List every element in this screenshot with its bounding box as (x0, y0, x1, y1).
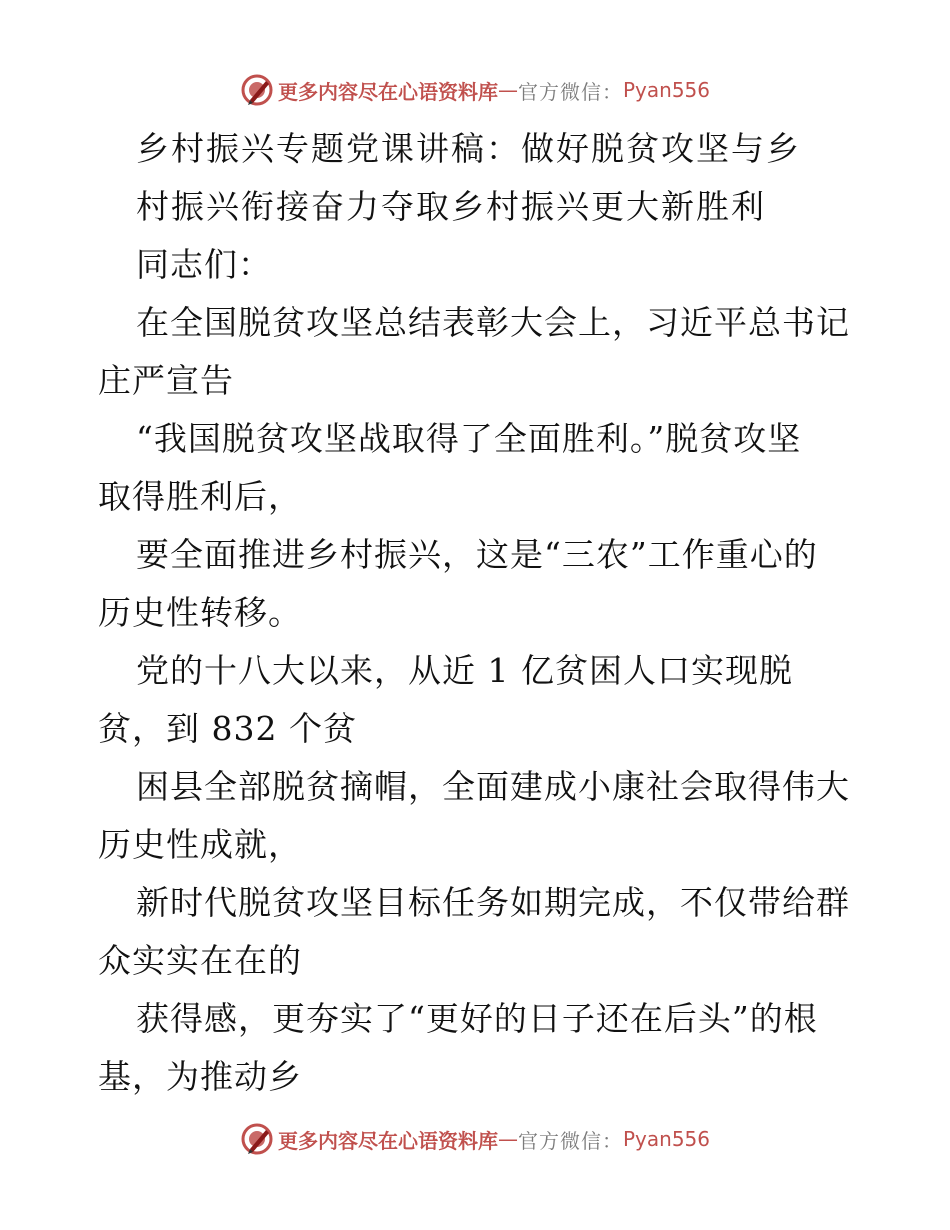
banner-site-name: 更多内容尽在心语资料库 (277, 1128, 498, 1153)
banner-site-name: 更多内容尽在心语资料库 (277, 79, 498, 104)
banner-wechat-id: Pyan556 (622, 1127, 710, 1151)
body-line: 历史性转移。 (98, 593, 302, 632)
banner-separator: — (497, 78, 518, 102)
header-watermark-banner (0, 68, 950, 112)
banner-separator: — (497, 1127, 518, 1151)
footer-watermark-banner (0, 1117, 950, 1161)
body-line: 庄严宣告 (98, 361, 234, 400)
document-title-line-2: 村振兴衔接奋力夺取乡村振兴更大新胜利 (136, 187, 766, 226)
body-line: 众实实在在的 (98, 941, 302, 980)
body-line: 党的十八大以来，从近 1 亿贫困人口实现脱 (136, 651, 793, 690)
body-line: 取得胜利后， (98, 477, 302, 516)
banner-wechat-id: Pyan556 (622, 78, 710, 102)
document-title-line-1: 乡村振兴专题党课讲稿：做好脱贫攻坚与乡 (136, 129, 801, 168)
brand-logo-icon (240, 1122, 274, 1156)
body-line: 获得感，更夯实了“更好的日子还在后头”的根 (136, 999, 818, 1038)
banner-wechat-label: 官方微信： (517, 1128, 623, 1153)
salutation: 同志们： (136, 245, 272, 284)
banner-wechat-label: 官方微信： (517, 79, 623, 104)
brand-logo-icon (240, 73, 274, 107)
body-line: 贫，到 832 个贫 (98, 709, 357, 748)
body-line: 要全面推进乡村振兴，这是“三农”工作重心的 (136, 535, 818, 574)
body-line: 困县全部脱贫摘帽，全面建成小康社会取得伟大 (136, 767, 850, 806)
body-line: 在全国脱贫攻坚总结表彰大会上，习近平总书记 (136, 303, 850, 342)
document-body (98, 120, 858, 1106)
body-line: “我国脱贫攻坚战取得了全面胜利。”脱贫攻坚 (136, 419, 802, 458)
body-line: 基，为推动乡 (98, 1057, 302, 1096)
body-line: 历史性成就， (98, 825, 302, 864)
body-line: 新时代脱贫攻坚目标任务如期完成，不仅带给群 (136, 883, 850, 922)
